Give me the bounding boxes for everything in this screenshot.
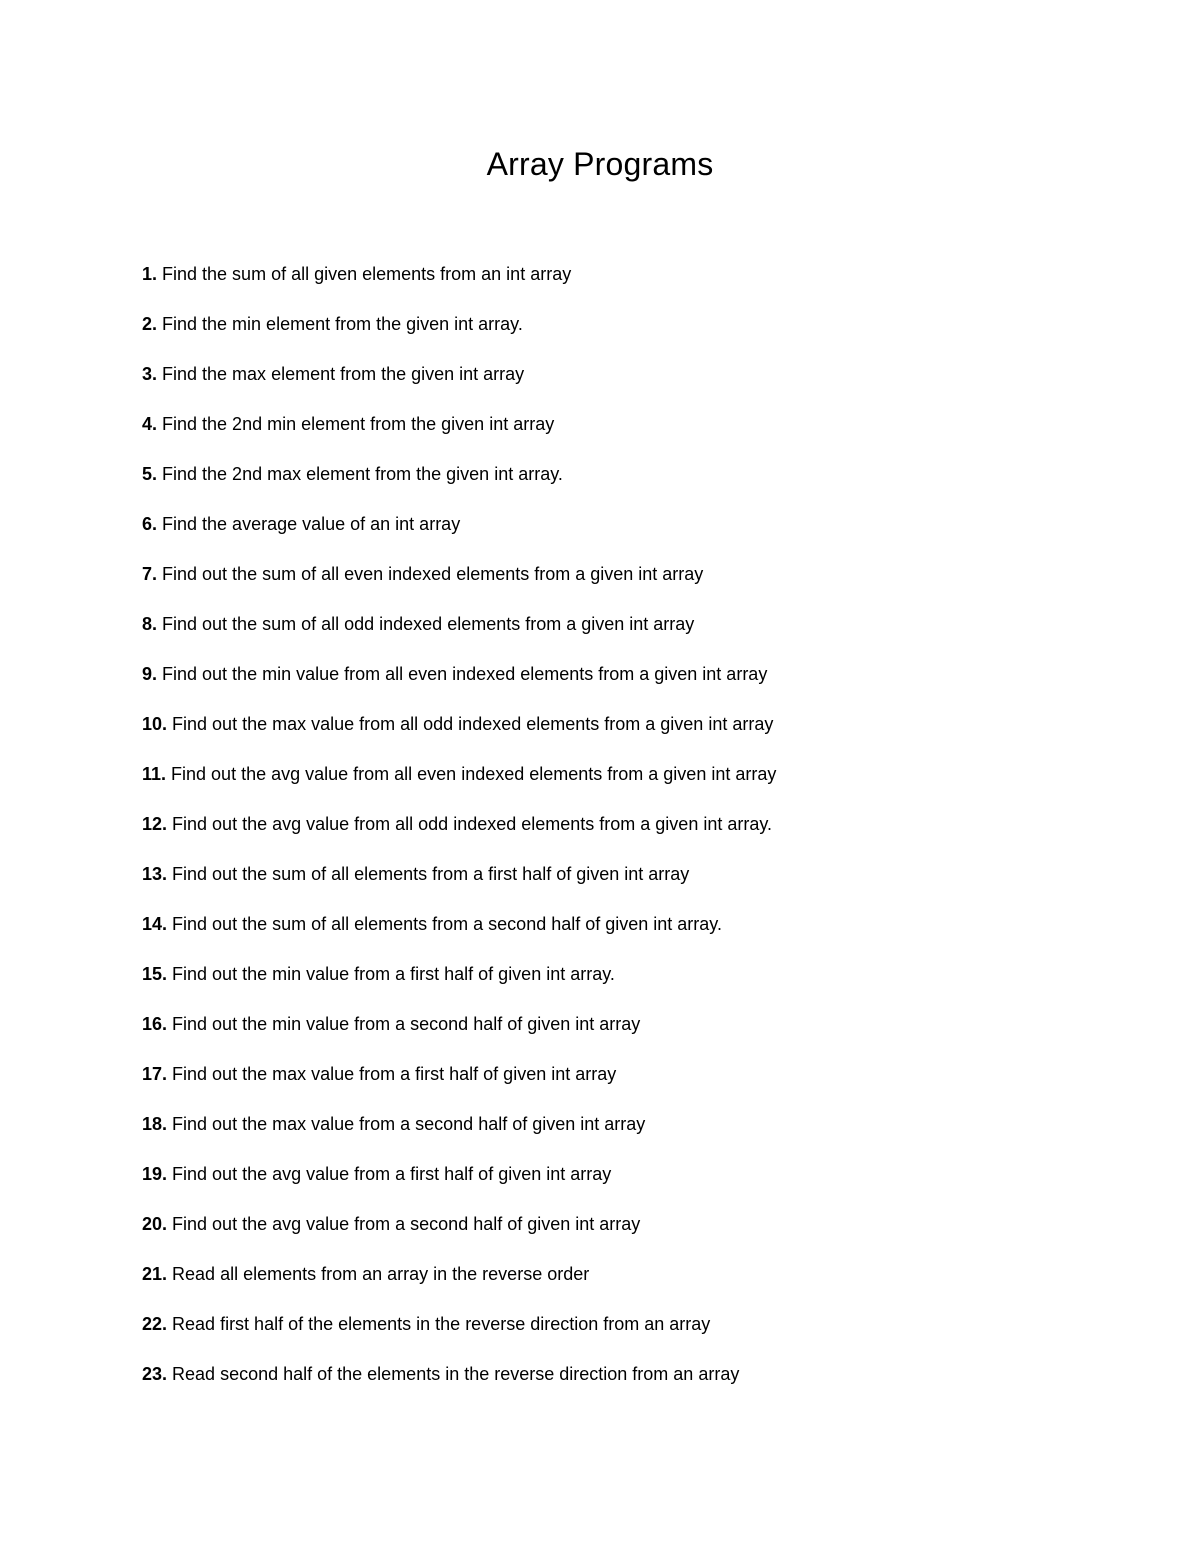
list-item-text: Find out the max value from all odd indexed elements from a given int array — [167, 714, 774, 734]
list-item-number: 17. — [142, 1064, 168, 1084]
list-item-number: 11. — [142, 764, 167, 784]
list-item-number: 7. — [142, 564, 158, 584]
list-item — [142, 411, 776, 461]
list-item-text: Read second half of the elements in the reverse direction from an array — [167, 1364, 740, 1384]
list-item-number: 18. — [142, 1114, 168, 1134]
list-item — [142, 861, 776, 911]
list-item — [142, 961, 776, 1011]
list-item — [142, 561, 776, 611]
list-item-text: Read all elements from an array in the reverse order — [167, 1264, 590, 1284]
list-item — [142, 711, 776, 761]
list-item-number: 13. — [142, 864, 168, 884]
list-item-number: 23. — [142, 1364, 168, 1384]
list-item-text: Find out the min value from a second half of given int array — [167, 1014, 641, 1034]
list-item — [142, 261, 776, 311]
list-item-text: Find out the max value from a second half of given int array — [167, 1114, 646, 1134]
list-item — [142, 1111, 776, 1161]
list-item-text: Find out the min value from a first half of given int array. — [167, 964, 615, 984]
list-item — [142, 511, 776, 561]
list-item-text: Find out the min value from all even indexed elements from a given int array — [157, 664, 768, 684]
list-item — [142, 311, 776, 361]
list-item — [142, 1011, 776, 1061]
list-item-text: Find the min element from the given int array. — [157, 314, 523, 334]
list-item-text: Find out the avg value from all even indexed elements from a given int array — [166, 764, 777, 784]
list-item-text: Find the 2nd min element from the given int array — [157, 414, 555, 434]
list-item-text: Find out the sum of all odd indexed elements from a given int array — [157, 614, 695, 634]
list-item-number: 16. — [142, 1014, 168, 1034]
list-item — [142, 761, 776, 811]
list-item-text: Find out the avg value from a first half of given int array — [167, 1164, 612, 1184]
list-item-number: 8. — [142, 614, 158, 634]
list-item-number: 1. — [142, 264, 158, 284]
list-item — [142, 1211, 776, 1261]
list-item-text: Find the 2nd max element from the given int array. — [157, 464, 563, 484]
list-item-number: 20. — [142, 1214, 168, 1234]
list-item-text: Find the sum of all given elements from an int array — [157, 264, 572, 284]
list-item-number: 2. — [142, 314, 158, 334]
page-title: Array Programs — [486, 146, 714, 182]
list-item-text: Read first half of the elements in the reverse direction from an array — [167, 1314, 711, 1334]
list-item-number: 14. — [142, 914, 168, 934]
list-item — [142, 1261, 776, 1311]
list-item-text: Find out the sum of all even indexed elements from a given int array — [157, 564, 704, 584]
list-item-text: Find the average value of an int array — [157, 514, 461, 534]
list-item-number: 9. — [142, 664, 158, 684]
list-item — [142, 611, 776, 661]
list-item-text: Find out the max value from a first half of given int array — [167, 1064, 617, 1084]
list-item — [142, 911, 776, 961]
list-item — [142, 1311, 776, 1361]
list-item-text: Find out the sum of all elements from a second half of given int array. — [167, 914, 722, 934]
list-item — [142, 661, 776, 711]
list-item-text: Find the max element from the given int array — [157, 364, 525, 384]
list-item-text: Find out the avg value from a second half of given int array — [167, 1214, 641, 1234]
list-item — [142, 461, 776, 511]
list-item-text: Find out the avg value from all odd indexed elements from a given int array. — [167, 814, 773, 834]
list-item-number: 10. — [142, 714, 168, 734]
list-item-number: 19. — [142, 1164, 168, 1184]
list-item — [142, 811, 776, 861]
list-item-number: 5. — [142, 464, 158, 484]
list-item — [142, 1061, 776, 1111]
list-item — [142, 361, 776, 411]
list-item-number: 12. — [142, 814, 168, 834]
program-list — [142, 261, 776, 1411]
list-item-number: 15. — [142, 964, 168, 984]
list-item-text: Find out the sum of all elements from a first half of given int array — [167, 864, 690, 884]
list-item-number: 4. — [142, 414, 158, 434]
list-item — [142, 1361, 776, 1411]
list-item-number: 6. — [142, 514, 158, 534]
list-item — [142, 1161, 776, 1211]
list-item-number: 21. — [142, 1264, 168, 1284]
list-item-number: 22. — [142, 1314, 168, 1334]
list-item-number: 3. — [142, 364, 158, 384]
